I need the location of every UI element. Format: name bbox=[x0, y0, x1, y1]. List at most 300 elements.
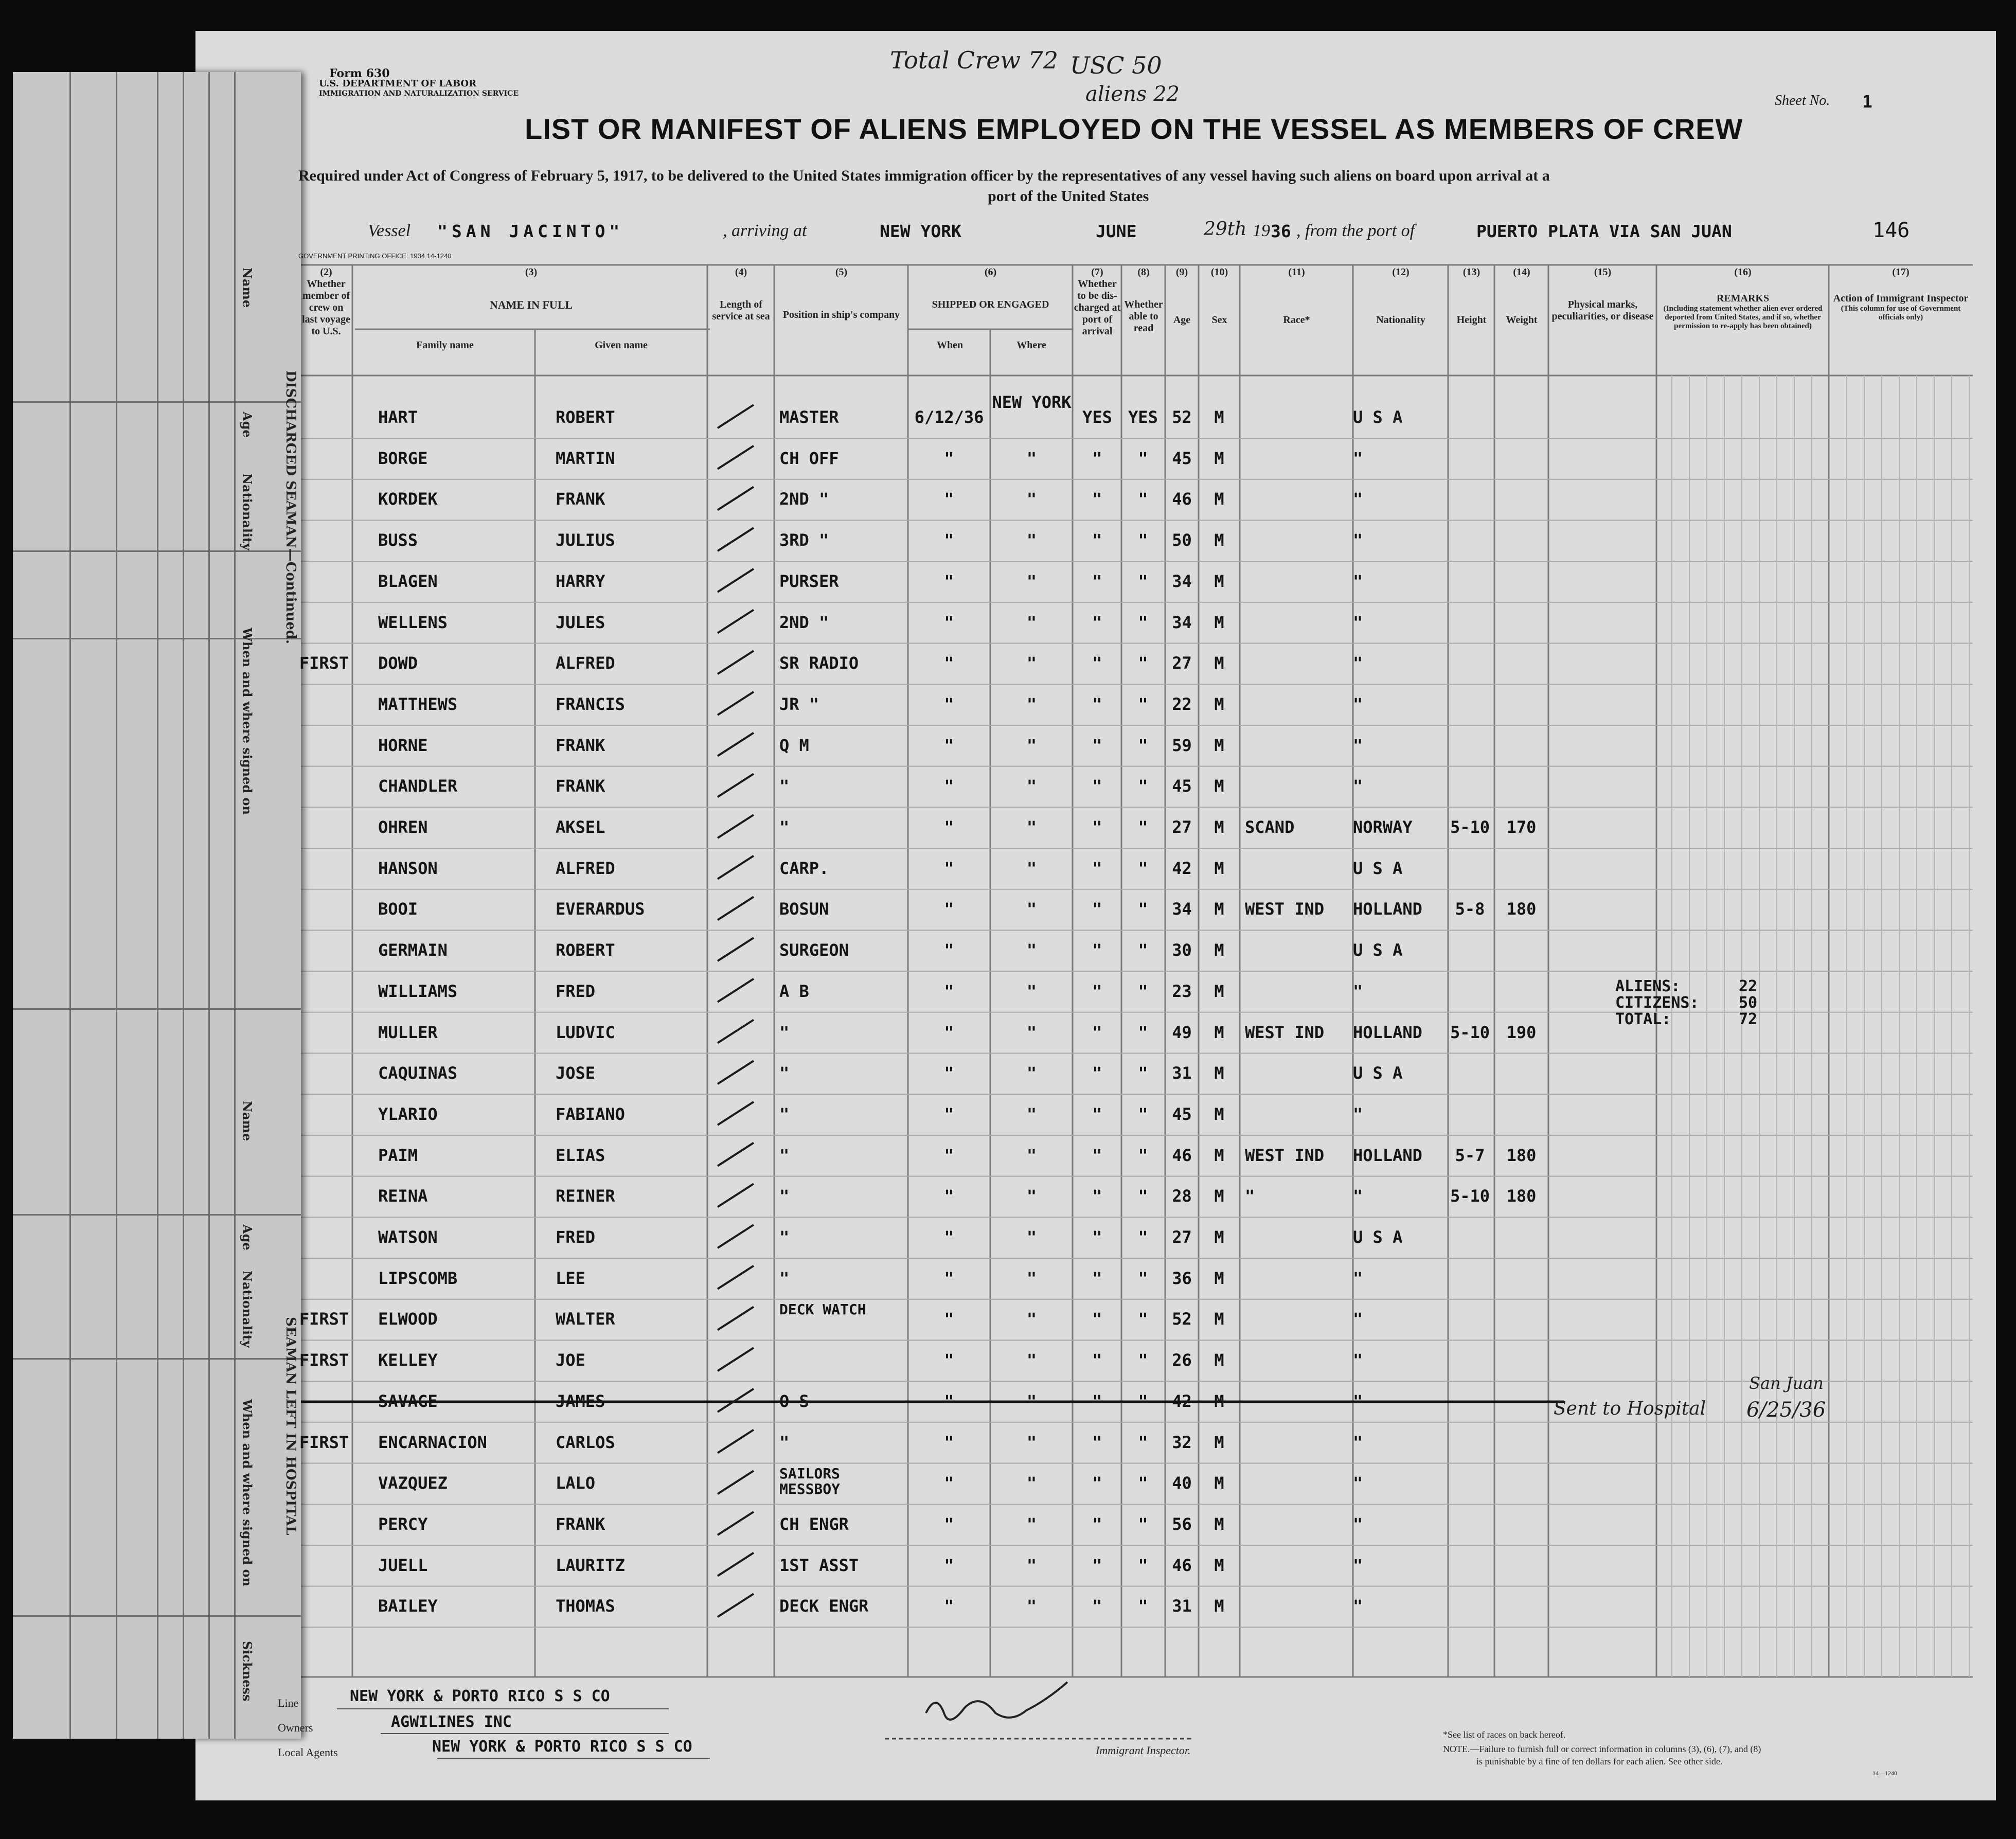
cell-wt: 180 bbox=[1506, 1145, 1537, 1165]
cell-where: " bbox=[1026, 1391, 1037, 1411]
cell-pos: CH OFF bbox=[779, 448, 839, 468]
cell-pos: SURGEON bbox=[779, 940, 849, 960]
cell-family: MATTHEWS bbox=[378, 694, 458, 714]
service-check-mark bbox=[718, 1389, 754, 1412]
cell-read: " bbox=[1138, 612, 1148, 632]
cell-race: " bbox=[1245, 1186, 1255, 1206]
side-fold-panel bbox=[13, 72, 301, 1739]
hospital-place-note: San Juan bbox=[1749, 1373, 1824, 1393]
cell-given: AKSEL bbox=[556, 817, 605, 837]
cell-read: " bbox=[1138, 1473, 1148, 1493]
cell-read: " bbox=[1138, 1514, 1148, 1534]
hospital-note: Sent to Hospital bbox=[1554, 1398, 1706, 1419]
col-17-header: (17) Action of Immigrant Inspector (This column for use of Government officials only) bbox=[1833, 266, 1969, 322]
service-check-mark bbox=[718, 815, 754, 838]
cell-when: " bbox=[944, 612, 954, 632]
cell-wt: 180 bbox=[1506, 1186, 1537, 1206]
cell-pos: PURSER bbox=[779, 571, 839, 591]
cell-when: " bbox=[944, 1063, 954, 1083]
cell-read: " bbox=[1138, 981, 1148, 1001]
cell-sex: M bbox=[1214, 1145, 1224, 1165]
cell-disch: " bbox=[1092, 1227, 1102, 1247]
cell-where: " bbox=[1026, 489, 1037, 509]
cell-when: " bbox=[944, 1391, 954, 1411]
cell-pos: " bbox=[779, 1063, 790, 1083]
cell-pos: " bbox=[779, 1104, 790, 1124]
cell-disch: " bbox=[1092, 1145, 1102, 1165]
cell-nat: " bbox=[1353, 612, 1363, 632]
col-6-header: (6) SHIPPED OR ENGAGED bbox=[932, 266, 1049, 310]
cell-read: " bbox=[1138, 694, 1148, 714]
cell-family: WELLENS bbox=[378, 612, 448, 632]
cell-pos: Q M bbox=[779, 735, 809, 755]
cell-when: " bbox=[944, 1432, 954, 1452]
cell-age: 23 bbox=[1172, 981, 1192, 1001]
vessel-label: Vessel bbox=[368, 221, 411, 240]
service-check-mark bbox=[718, 528, 754, 551]
aliens-note: aliens 22 bbox=[1085, 82, 1180, 106]
cell-sex: M bbox=[1214, 1391, 1224, 1411]
cell-when: " bbox=[944, 981, 954, 1001]
hospital-date-note: 6/25/36 bbox=[1746, 1398, 1826, 1422]
cell-given: FRED bbox=[556, 1227, 596, 1247]
cell-sex: M bbox=[1214, 530, 1224, 550]
cell-family: HART bbox=[378, 407, 418, 427]
cell-race: SCAND bbox=[1245, 817, 1295, 837]
cell-read: " bbox=[1138, 1063, 1148, 1083]
col-14-header: (14) Weight bbox=[1506, 266, 1538, 326]
cell-disch: " bbox=[1092, 1063, 1102, 1083]
cell-disch: " bbox=[1092, 1514, 1102, 1534]
cell-read: " bbox=[1138, 899, 1148, 919]
cell-sex: M bbox=[1214, 1063, 1224, 1083]
cell-age: 42 bbox=[1172, 1391, 1192, 1411]
cell-given: JULES bbox=[556, 612, 605, 632]
cell-where: " bbox=[1026, 940, 1037, 960]
col-16-header: (16) REMARKS (Including statement whether alien ever ordered deported from United States, and if so, whether permission to re-apply has been obtained) bbox=[1663, 266, 1823, 330]
cell-sex: M bbox=[1214, 1104, 1224, 1124]
arrival-year: 36 bbox=[1271, 221, 1291, 241]
cell-family: LIPSCOMB bbox=[378, 1268, 458, 1288]
cell-when: " bbox=[944, 899, 954, 919]
cell-age: 32 bbox=[1172, 1432, 1192, 1452]
cell-where: " bbox=[1026, 1350, 1037, 1370]
service-check-mark bbox=[718, 1594, 754, 1617]
cell-sex: M bbox=[1214, 612, 1224, 632]
cell-family: CHANDLER bbox=[378, 776, 458, 796]
cell-when: " bbox=[944, 1596, 954, 1616]
service-check-mark bbox=[718, 405, 754, 428]
cell-read: " bbox=[1138, 940, 1148, 960]
cell-nat: " bbox=[1353, 448, 1363, 468]
cell-age: 22 bbox=[1172, 694, 1192, 714]
cell-age: 46 bbox=[1172, 1555, 1192, 1575]
side-age-label-2: Age bbox=[240, 1224, 255, 1251]
cell-ht: 5-8 bbox=[1455, 899, 1485, 919]
cell-nat: U S A bbox=[1353, 1227, 1403, 1247]
service-check-mark bbox=[718, 938, 754, 961]
service-check-mark bbox=[718, 1143, 754, 1166]
cell-prev: FIRST bbox=[299, 1350, 349, 1370]
cell-disch: " bbox=[1092, 940, 1102, 960]
cell-given: EVERARDUS bbox=[556, 899, 645, 919]
cell-where: " bbox=[1026, 694, 1037, 714]
cell-given: JOSE bbox=[556, 1063, 596, 1083]
cell-wt: 190 bbox=[1506, 1022, 1537, 1042]
cell-read: " bbox=[1138, 858, 1148, 878]
cell-family: MULLER bbox=[378, 1022, 438, 1042]
cell-nat: HOLLAND bbox=[1353, 899, 1422, 919]
cell-where: " bbox=[1026, 981, 1037, 1001]
cell-disch: " bbox=[1092, 489, 1102, 509]
cell-read: " bbox=[1138, 817, 1148, 837]
cell-where: " bbox=[1026, 1063, 1037, 1083]
cell-family: HORNE bbox=[378, 735, 428, 755]
cell-read: " bbox=[1138, 1186, 1148, 1206]
family-name-header: Family name bbox=[416, 340, 474, 351]
where-header: Where bbox=[1016, 340, 1046, 351]
cell-sex: M bbox=[1214, 489, 1224, 509]
cell-ht: 5-10 bbox=[1450, 1022, 1490, 1042]
cell-given: FRANK bbox=[556, 735, 605, 755]
service-check-mark bbox=[718, 610, 754, 633]
cell-nat: U S A bbox=[1353, 1063, 1403, 1083]
cell-read: " bbox=[1138, 1596, 1148, 1616]
cell-sex: M bbox=[1214, 735, 1224, 755]
cell-sex: M bbox=[1214, 1473, 1224, 1493]
cell-age: 36 bbox=[1172, 1268, 1192, 1288]
cell-ht: 5-10 bbox=[1450, 817, 1490, 837]
service-check-mark bbox=[718, 774, 754, 797]
cell-pos: " bbox=[779, 1268, 790, 1288]
cell-disch: " bbox=[1092, 612, 1102, 632]
service-check-mark bbox=[718, 1061, 754, 1084]
cell-where: " bbox=[1026, 1555, 1037, 1575]
cell-given: LALO bbox=[556, 1473, 596, 1493]
cell-when: " bbox=[944, 653, 954, 673]
col-4-header: (4) Length of service at sea bbox=[712, 266, 770, 322]
service-check-mark bbox=[718, 1020, 754, 1043]
cell-disch: " bbox=[1092, 776, 1102, 796]
cell-pos: O S bbox=[779, 1391, 809, 1411]
cell-prev: FIRST bbox=[299, 1432, 349, 1452]
cell-family: CAQUINAS bbox=[378, 1063, 458, 1083]
cell-given: JAMES bbox=[556, 1391, 605, 1411]
cell-age: 34 bbox=[1172, 612, 1192, 632]
cell-age: 50 bbox=[1172, 530, 1192, 550]
page-title: LIST OR MANIFEST OF ALIENS EMPLOYED ON THE VESSEL AS MEMBERS OF CREW bbox=[525, 113, 1743, 145]
cell-nat: " bbox=[1353, 776, 1363, 796]
total-summary-label: TOTAL: bbox=[1615, 1010, 1671, 1028]
cell-when: " bbox=[944, 1104, 954, 1124]
cell-given: JOE bbox=[556, 1350, 585, 1370]
side-age-label: Age bbox=[240, 412, 255, 438]
cell-disch: " bbox=[1092, 899, 1102, 919]
cell-nat: " bbox=[1353, 1596, 1363, 1616]
cell-age: 52 bbox=[1172, 407, 1192, 427]
cell-age: 27 bbox=[1172, 653, 1192, 673]
cell-nat: " bbox=[1353, 1514, 1363, 1534]
cell-when: 6/12/36 bbox=[914, 407, 984, 427]
discharged-seaman-heading: DISCHARGED SEAMAN—Continued. bbox=[283, 370, 298, 645]
cell-sex: M bbox=[1214, 1268, 1224, 1288]
cell-read: " bbox=[1138, 1309, 1148, 1329]
cell-pos: DECK ENGR bbox=[779, 1596, 869, 1616]
cell-pos: MASTER bbox=[779, 407, 839, 427]
cell-when: " bbox=[944, 858, 954, 878]
cell-pos: DECK WATCH bbox=[779, 1301, 866, 1318]
service-check-mark bbox=[718, 1348, 754, 1371]
cell-age: 31 bbox=[1172, 1063, 1192, 1083]
cell-read: " bbox=[1138, 735, 1148, 755]
cell-sex: M bbox=[1214, 407, 1224, 427]
from-label: , from the port of bbox=[1296, 221, 1415, 240]
cell-sex: M bbox=[1214, 1514, 1224, 1534]
cell-when: " bbox=[944, 694, 954, 714]
cell-family: WILLIAMS bbox=[378, 981, 458, 1001]
sheet-number: 1 bbox=[1862, 92, 1872, 112]
cell-when: " bbox=[944, 1145, 954, 1165]
service-check-mark bbox=[718, 1184, 754, 1207]
cell-nat: " bbox=[1353, 981, 1363, 1001]
cell-where: " bbox=[1026, 1186, 1037, 1206]
cell-family: PERCY bbox=[378, 1514, 428, 1534]
cell-nat: " bbox=[1353, 1555, 1363, 1575]
citizens-summary-label: CITIZENS: bbox=[1615, 994, 1699, 1012]
cell-when: " bbox=[944, 1268, 954, 1288]
cell-read: " bbox=[1138, 1432, 1148, 1452]
cell-pos: " bbox=[779, 1022, 790, 1042]
side-signed-label: When and where signed on bbox=[240, 628, 255, 815]
cell-where: " bbox=[1026, 1596, 1037, 1616]
cell-pos: " bbox=[779, 1227, 790, 1247]
cell-age: 28 bbox=[1172, 1186, 1192, 1206]
cell-age: 42 bbox=[1172, 858, 1192, 878]
cell-where: " bbox=[1026, 612, 1037, 632]
cell-disch: " bbox=[1092, 1186, 1102, 1206]
cell-given: ALFRED bbox=[556, 858, 615, 878]
cell-race: WEST IND bbox=[1245, 1145, 1325, 1165]
service-check-mark bbox=[718, 1512, 754, 1535]
cell-nat: " bbox=[1353, 530, 1363, 550]
cell-read: " bbox=[1138, 1555, 1148, 1575]
cell-sex: M bbox=[1214, 1022, 1224, 1042]
cell-given: FRANCIS bbox=[556, 694, 625, 714]
service-check-mark bbox=[718, 1266, 754, 1289]
cell-given: CARLOS bbox=[556, 1432, 615, 1452]
cell-sex: M bbox=[1214, 1596, 1224, 1616]
agents-value: NEW YORK & PORTO RICO S S CO bbox=[432, 1738, 692, 1756]
cell-where: " bbox=[1026, 530, 1037, 550]
cell-read: " bbox=[1138, 1104, 1148, 1124]
cell-where: " bbox=[1026, 653, 1037, 673]
cell-disch: " bbox=[1092, 1391, 1102, 1411]
printing-office: GOVERNMENT PRINTING OFFICE: 1934 14-1240 bbox=[298, 252, 452, 260]
cell-sex: M bbox=[1214, 653, 1224, 673]
col-10-header: (10) Sex bbox=[1210, 266, 1228, 326]
cell-race: WEST IND bbox=[1245, 899, 1325, 919]
cell-nat: " bbox=[1353, 489, 1363, 509]
cell-sex: M bbox=[1214, 1186, 1224, 1206]
cell-sex: M bbox=[1214, 1555, 1224, 1575]
cell-when: " bbox=[944, 489, 954, 509]
cell-given: WALTER bbox=[556, 1309, 615, 1329]
cell-given: ROBERT bbox=[556, 407, 615, 427]
cell-wt: 170 bbox=[1506, 817, 1537, 837]
service-check-mark bbox=[718, 1471, 754, 1494]
cell-when: " bbox=[944, 1022, 954, 1042]
service-check-mark bbox=[718, 487, 754, 510]
cell-sex: M bbox=[1214, 940, 1224, 960]
cell-when: " bbox=[944, 1227, 954, 1247]
cell-pos: 3RD " bbox=[779, 530, 829, 550]
cell-family: ENCARNACION bbox=[378, 1432, 487, 1452]
cell-when: " bbox=[944, 1514, 954, 1534]
cell-when: " bbox=[944, 1473, 954, 1493]
cell-family: BOOI bbox=[378, 899, 418, 919]
side-nationality-label: Nationality bbox=[240, 473, 255, 550]
side-name-label: Name bbox=[240, 267, 255, 308]
usc-note: USC 50 bbox=[1070, 51, 1162, 79]
cell-ht: 5-7 bbox=[1455, 1145, 1485, 1165]
cell-family: REINA bbox=[378, 1186, 428, 1206]
cell-family: JUELL bbox=[378, 1555, 428, 1575]
service-check-mark bbox=[718, 651, 754, 674]
cell-where: " bbox=[1026, 448, 1037, 468]
cell-disch: " bbox=[1092, 981, 1102, 1001]
cell-given: JULIUS bbox=[556, 530, 615, 550]
cell-race: WEST IND bbox=[1245, 1022, 1325, 1042]
cell-pos: CARP. bbox=[779, 858, 829, 878]
service-check-mark bbox=[718, 1430, 754, 1453]
cell-where: NEW YORK bbox=[992, 392, 1072, 412]
cell-given: FABIANO bbox=[556, 1104, 625, 1124]
side-name-label-2: Name bbox=[240, 1101, 255, 1141]
col-11-header: (11) Race* bbox=[1283, 266, 1310, 326]
owners-value: AGWILINES INC bbox=[391, 1713, 512, 1731]
service: IMMIGRATION AND NATURALIZATION SERVICE bbox=[319, 90, 519, 98]
cell-disch: " bbox=[1092, 571, 1102, 591]
cell-nat: " bbox=[1353, 1432, 1363, 1452]
cell-when: " bbox=[944, 1555, 954, 1575]
cell-pos: 2ND " bbox=[779, 489, 829, 509]
cell-read: " bbox=[1138, 1022, 1148, 1042]
col-5-header: (5) Position in ship's company bbox=[782, 266, 900, 320]
cell-where: " bbox=[1026, 776, 1037, 796]
cell-disch: " bbox=[1092, 735, 1102, 755]
cell-nat: " bbox=[1353, 735, 1363, 755]
cell-family: BAILEY bbox=[378, 1596, 438, 1616]
cell-when: " bbox=[944, 1309, 954, 1329]
cell-age: 31 bbox=[1172, 1596, 1192, 1616]
cell-given: LAURITZ bbox=[556, 1555, 625, 1575]
service-check-mark bbox=[718, 733, 754, 756]
cell-where: " bbox=[1026, 1473, 1037, 1493]
aliens-summary-value: 22 bbox=[1739, 977, 1758, 995]
cell-pos: SR RADIO bbox=[779, 653, 859, 673]
cell-pos: " bbox=[779, 1145, 790, 1165]
cell-disch: " bbox=[1092, 1104, 1102, 1124]
penalty-note-2: is punishable by a fine of ten dollars for each alien. See other side. bbox=[1476, 1756, 1723, 1766]
cell-given: HARRY bbox=[556, 571, 605, 591]
cell-nat: " bbox=[1353, 1309, 1363, 1329]
cell-disch: " bbox=[1092, 448, 1102, 468]
given-name-header: Given name bbox=[595, 340, 648, 351]
cell-nat: U S A bbox=[1353, 407, 1403, 427]
col-2-header: (2) Whether member of crew on last voyage to U.S. bbox=[302, 266, 350, 337]
line-label: Line bbox=[278, 1697, 299, 1709]
cell-when: " bbox=[944, 530, 954, 550]
cell-read: " bbox=[1138, 530, 1148, 550]
cell-read: " bbox=[1138, 1391, 1148, 1411]
cell-age: 30 bbox=[1172, 940, 1192, 960]
when-header: When bbox=[936, 340, 964, 351]
cell-sex: M bbox=[1214, 776, 1224, 796]
cell-family: WATSON bbox=[378, 1227, 438, 1247]
cell-disch: " bbox=[1092, 1555, 1102, 1575]
cell-given: ELIAS bbox=[556, 1145, 605, 1165]
cell-disch: " bbox=[1092, 1022, 1102, 1042]
service-check-mark bbox=[718, 1102, 754, 1125]
citizens-summary-value: 50 bbox=[1739, 994, 1758, 1012]
cell-pos: 1ST ASST bbox=[779, 1555, 859, 1575]
total-summary-value: 72 bbox=[1739, 1010, 1758, 1028]
cell-given: REINER bbox=[556, 1186, 615, 1206]
cell-age: 45 bbox=[1172, 448, 1192, 468]
cell-nat: " bbox=[1353, 1473, 1363, 1493]
cell-given: THOMAS bbox=[556, 1596, 615, 1616]
races-note: *See list of races on back hereof. bbox=[1443, 1729, 1566, 1740]
cell-family: SAVAGE bbox=[378, 1391, 438, 1411]
cell-pos: " bbox=[779, 1186, 790, 1206]
cell-when: " bbox=[944, 776, 954, 796]
cell-family: ELWOOD bbox=[378, 1309, 438, 1329]
cell-family: BUSS bbox=[378, 530, 418, 550]
cell-family: YLARIO bbox=[378, 1104, 438, 1124]
department: U.S. DEPARTMENT OF LABOR bbox=[319, 78, 477, 89]
cell-where: " bbox=[1026, 571, 1037, 591]
col-8-header: (8) Whether able to read bbox=[1124, 266, 1163, 334]
service-check-mark bbox=[718, 692, 754, 715]
cell-age: 40 bbox=[1172, 1473, 1192, 1493]
cell-sex: M bbox=[1214, 1309, 1224, 1329]
cell-disch: YES bbox=[1082, 407, 1112, 427]
owners-label: Owners bbox=[278, 1721, 313, 1734]
cell-when: " bbox=[944, 940, 954, 960]
cell-ht: 5-10 bbox=[1450, 1186, 1490, 1206]
service-check-mark bbox=[718, 1307, 754, 1330]
cell-sex: M bbox=[1214, 817, 1224, 837]
cell-family: DOWD bbox=[378, 653, 418, 673]
agents-label: Local Agents bbox=[278, 1746, 338, 1759]
year-prefix: 19 bbox=[1253, 221, 1270, 240]
cell-where: " bbox=[1026, 858, 1037, 878]
cell-age: 49 bbox=[1172, 1022, 1192, 1042]
cell-disch: " bbox=[1092, 1309, 1102, 1329]
cell-where: " bbox=[1026, 1227, 1037, 1247]
cell-sex: M bbox=[1214, 981, 1224, 1001]
cell-where: " bbox=[1026, 735, 1037, 755]
cell-nat: HOLLAND bbox=[1353, 1145, 1422, 1165]
cell-nat: " bbox=[1353, 1350, 1363, 1370]
form-number: Form 630 bbox=[329, 67, 390, 80]
side-sickness-label: Sickness bbox=[240, 1641, 255, 1702]
cell-disch: " bbox=[1092, 858, 1102, 878]
service-check-mark bbox=[718, 1225, 754, 1248]
col-15-header: (15) Physical marks, peculiarities, or disease bbox=[1551, 266, 1654, 322]
cell-nat: " bbox=[1353, 694, 1363, 714]
cell-read: " bbox=[1138, 1268, 1148, 1288]
